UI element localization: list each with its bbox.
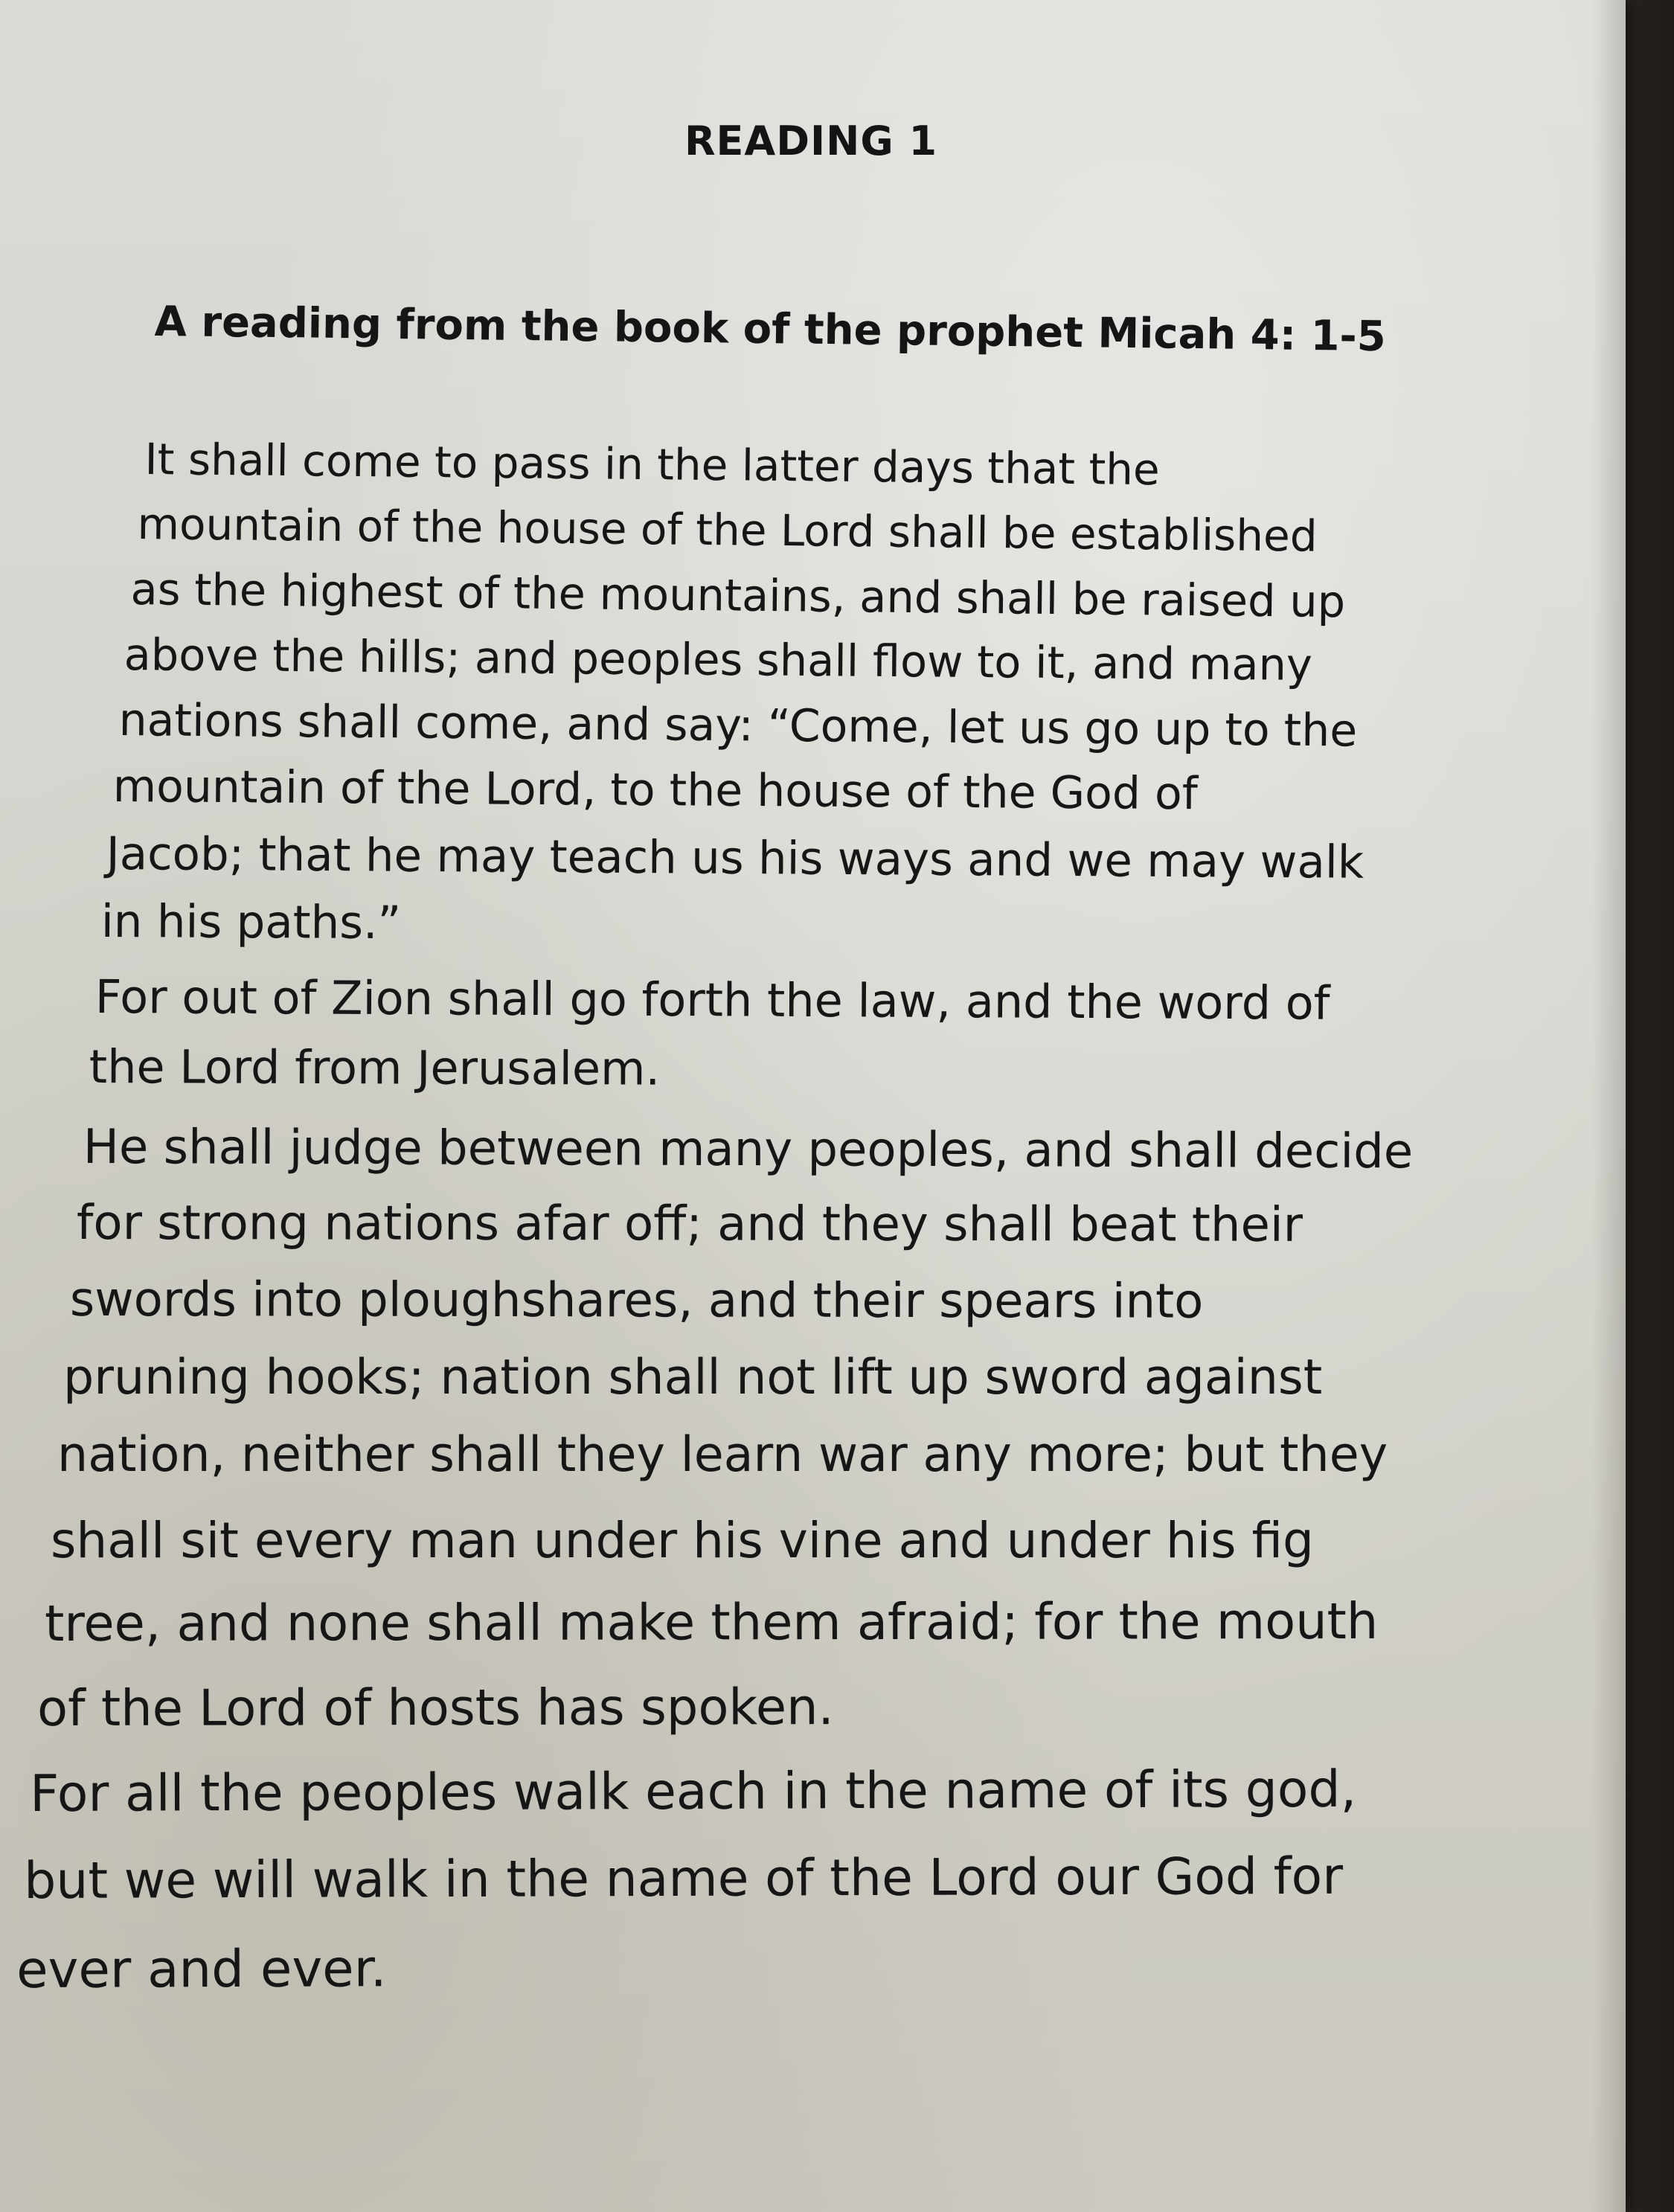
body-line: nation, neither shall they learn war any more; but they bbox=[57, 1427, 1388, 1483]
body-line: as the highest of the mountains, and shall be raised up bbox=[130, 563, 1346, 628]
body-line: pruning hooks; nation shall not lift up sword against bbox=[63, 1350, 1323, 1405]
body-line: mountain of the house of the Lord shall be established bbox=[137, 498, 1318, 562]
body-line: above the hills; and peoples shall flow to it, and many bbox=[124, 629, 1313, 690]
body-line: the Lord from Jerusalem. bbox=[89, 1039, 661, 1096]
body-line: ever and ever. bbox=[16, 1939, 387, 2000]
body-line: of the Lord of hosts has spoken. bbox=[37, 1678, 834, 1737]
body-line: shall sit every man under his vine and under his fig bbox=[51, 1512, 1314, 1569]
body-line: He shall judge between many peoples, and shall decide bbox=[83, 1120, 1414, 1180]
reading-heading: READING 1 bbox=[684, 118, 938, 164]
body-line: tree, and none shall make them afraid; for the mouth bbox=[45, 1591, 1379, 1652]
body-line: For out of Zion shall go forth the law, and the word of bbox=[94, 969, 1330, 1030]
body-line: It shall come to pass in the latter days that the bbox=[144, 434, 1161, 496]
body-line: Jacob; that he may teach us his ways and we may walk bbox=[106, 827, 1364, 889]
body-line: mountain of the Lord, to the house of the God of bbox=[112, 760, 1199, 821]
body-line: but we will walk in the name of the Lord our God for bbox=[24, 1847, 1344, 1911]
reading-citation: A reading from the book of the prophet Micah 4: 1-5 bbox=[154, 298, 1387, 362]
body-line: swords into ploughshares, and their spears into bbox=[69, 1272, 1204, 1330]
body-line: nations shall come, and say: “Come, let us go up to the bbox=[118, 694, 1358, 757]
body-line: For all the peoples walk each in the name of its god, bbox=[30, 1760, 1357, 1824]
body-line: in his paths.” bbox=[100, 895, 402, 950]
body-line: for strong nations afar off; and they shall beat their bbox=[76, 1196, 1303, 1253]
page-edge-shadow bbox=[1592, 0, 1626, 2212]
